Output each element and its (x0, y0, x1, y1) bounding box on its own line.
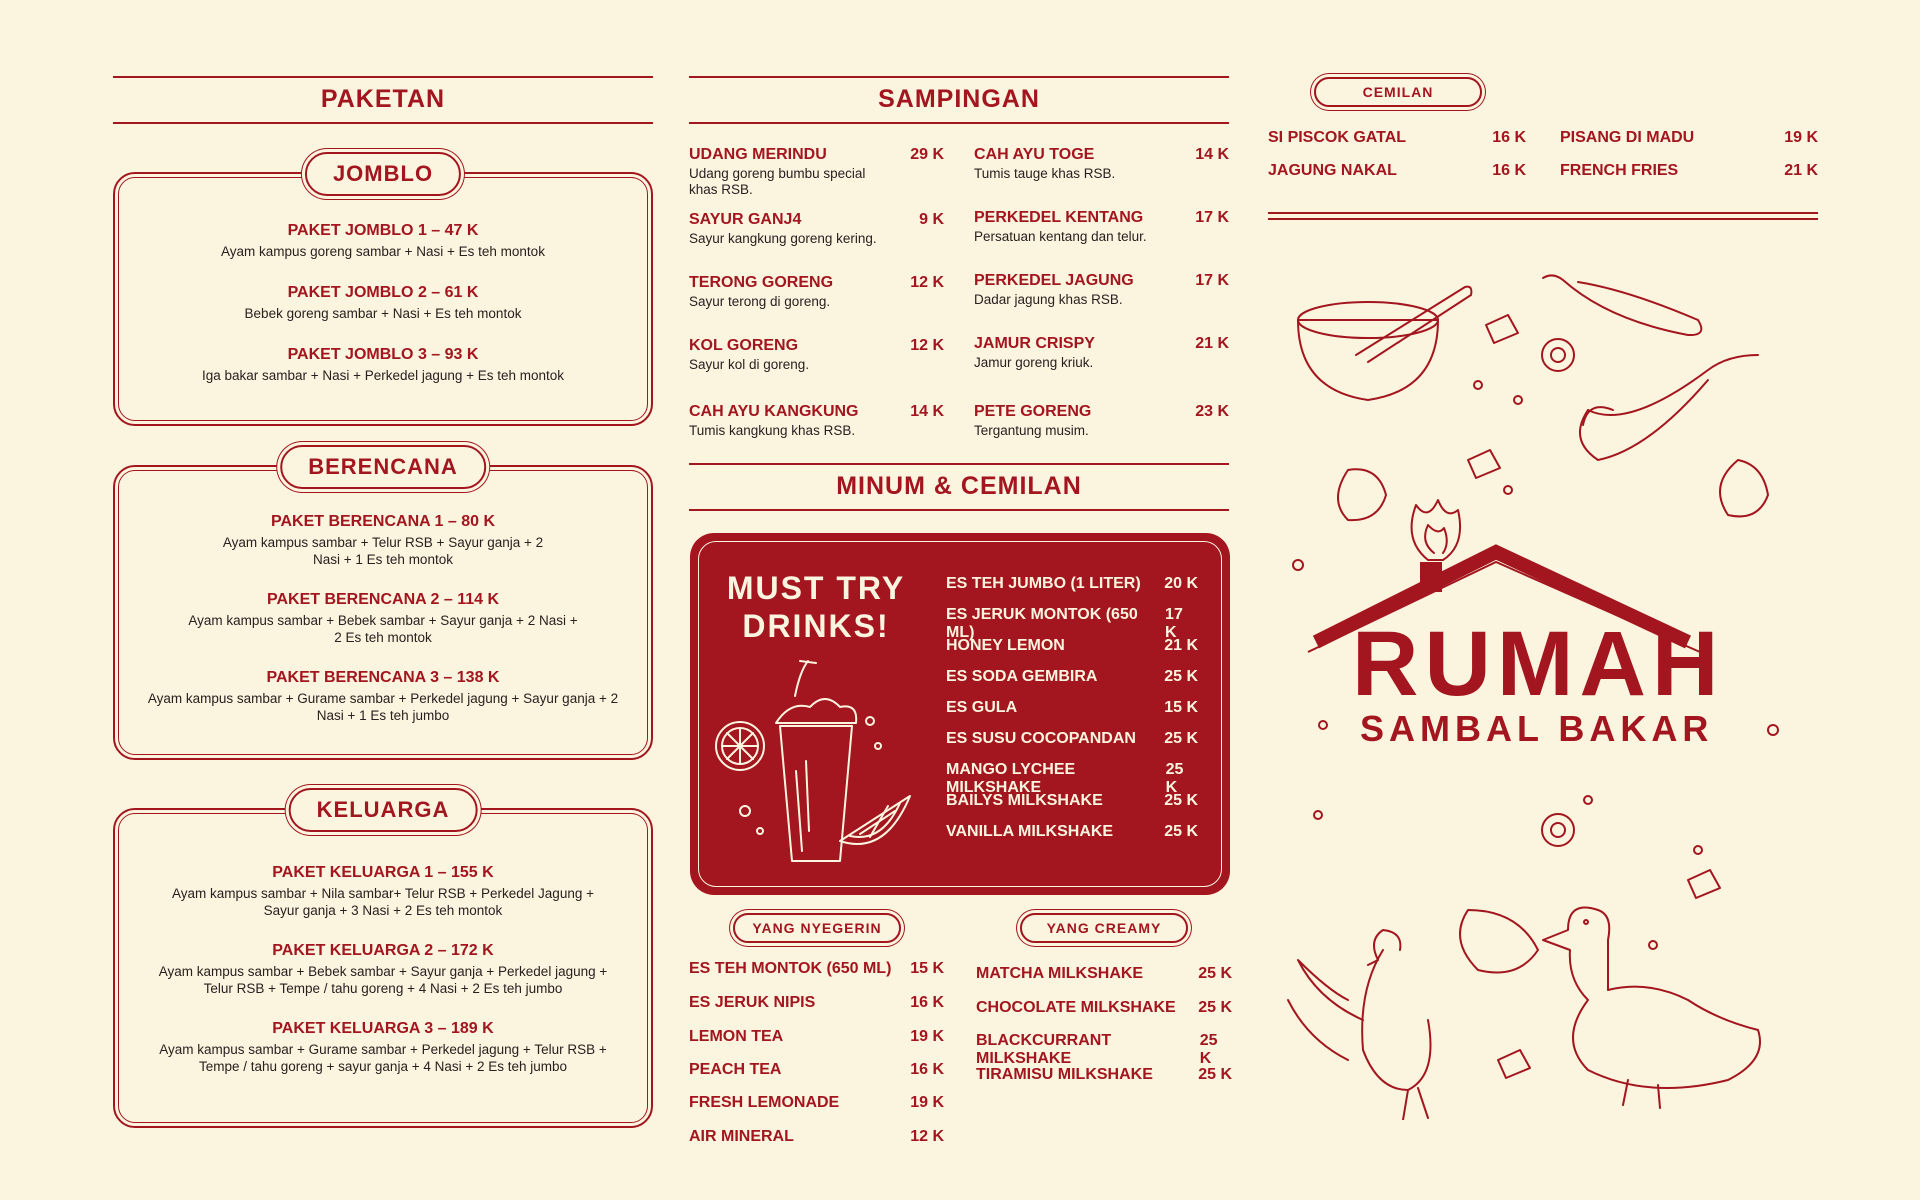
side-item (974, 272, 1229, 308)
drink-row: BAILYS MILKSHAKE 25 K (946, 792, 1198, 809)
paket-box-keluarga (113, 797, 653, 1128)
item-desc: Dadar jagung khas RSB. (974, 292, 1123, 307)
item-price: 17 K (1195, 272, 1229, 289)
price-row: PEACH TEA 16 K (689, 1061, 944, 1078)
featured-drinks-list (946, 575, 1198, 854)
price-row: JAGUNG NAKAL 16 K (1268, 162, 1526, 179)
item-desc: Tergantung musim. (974, 423, 1089, 438)
paket-desc: Ayam kampus sambar + Telur RSB + Sayur ganja + 2 Nasi + 1 Es teh montok (222, 535, 544, 567)
paket-desc: Iga bakar sambar + Nasi + Perkedel jagung + Es teh montok (201, 368, 565, 383)
pill-keluarga: KELUARGA (289, 788, 478, 832)
paket-box-berencana (113, 454, 653, 760)
cemilan-divider (1268, 212, 1818, 220)
item-price: 12 K (910, 337, 944, 354)
paket-desc: Ayam kampus sambar + Gurame sambar + Perkedel jagung + Sayur ganja + 2 Nasi + 1 Es teh jumbo (147, 691, 619, 723)
drink-illustration-icon (710, 651, 930, 881)
item-desc: Sayur terong di goreng. (689, 294, 831, 309)
side-item (974, 335, 1229, 371)
paket-title: PAKET KELUARGA 1 – 155 K (272, 864, 494, 881)
logo-title: RUMAH (1352, 613, 1725, 715)
paket-item (115, 513, 651, 568)
item-name: PERKEDEL JAGUNG (974, 272, 1134, 289)
paket-item (115, 1020, 651, 1075)
pill-nyegerin: YANG NYEGERIN (733, 913, 901, 943)
side-item (689, 403, 944, 439)
drink-row: ES JERUK MONTOK (650 ML) 17 K (946, 606, 1183, 641)
drink-row: MANGO LYCHEE MILKSHAKE 25 K (946, 761, 1184, 796)
paket-desc: Ayam kampus sambar + Bebek sambar + Sayur ganja + Perkedel jagung + Telur RSB + Tempe / tahu goreng + 4 Nasi + 2 Es teh jumbo (158, 964, 608, 996)
side-item (689, 337, 944, 373)
minum-heading: MINUM & CEMILAN (689, 463, 1229, 511)
paket-title: PAKET JOMBLO 2 – 61 K (287, 284, 479, 301)
paket-title: PAKET BERENCANA 2 – 114 K (266, 591, 500, 608)
price-row: CHOCOLATE MILKSHAKE 25 K (976, 999, 1232, 1016)
paket-item (115, 864, 651, 919)
item-desc: Tumis tauge khas RSB. (974, 166, 1116, 181)
side-item (689, 274, 944, 310)
item-desc: Sayur kangkung goreng kering. (689, 231, 877, 246)
drink-row: HONEY LEMON 21 K (946, 637, 1198, 654)
item-name: CAH AYU KANGKUNG (689, 403, 859, 420)
item-name: CAH AYU TOGE (974, 146, 1095, 163)
item-name: JAMUR CRISPY (974, 335, 1095, 352)
price-row: FRENCH FRIES 21 K (1560, 162, 1818, 179)
item-name: SAYUR GANJ4 (689, 211, 802, 228)
logo-subtitle: SAMBAL BAKAR (1360, 708, 1714, 749)
item-price: 12 K (910, 274, 944, 291)
item-desc: Sayur kol di goreng. (689, 357, 810, 372)
paket-item (115, 942, 651, 997)
price-row: FRESH LEMONADE 19 K (689, 1094, 944, 1111)
item-name: UDANG MERINDU (689, 146, 827, 163)
price-row: AIR MINERAL 12 K (689, 1128, 944, 1145)
paket-item (115, 222, 651, 260)
item-price: 29 K (910, 146, 944, 163)
item-desc: Persatuan kentang dan telur. (974, 229, 1147, 244)
item-name: PERKEDEL KENTANG (974, 209, 1144, 226)
paket-desc: Ayam kampus goreng sambar + Nasi + Es teh montok (221, 244, 545, 259)
price-row: ES JERUK NIPIS 16 K (689, 994, 944, 1011)
price-row: PISANG DI MADU 19 K (1560, 129, 1818, 146)
drink-row: ES SUSU COCOPANDAN 25 K (946, 730, 1198, 747)
side-item (689, 146, 944, 198)
sampingan-heading: SAMPINGAN (689, 76, 1229, 124)
must-try-title: MUST TRY DRINKS! (726, 570, 906, 644)
pill-jomblo: JOMBLO (305, 152, 461, 196)
item-price: 17 K (1195, 209, 1229, 226)
side-item (974, 209, 1229, 245)
paket-desc: Ayam kampus sambar + Bebek sambar + Sayur ganja + 2 Nasi + 2 Es teh montok (188, 613, 578, 645)
paket-title: PAKET JOMBLO 1 – 47 K (287, 222, 479, 239)
item-price: 21 K (1195, 335, 1229, 352)
pill-creamy: YANG CREAMY (1020, 913, 1188, 943)
side-item (974, 403, 1229, 439)
price-row: SI PISCOK GATAL 16 K (1268, 129, 1526, 146)
price-row: ES TEH MONTOK (650 ML) 15 K (689, 960, 944, 977)
drink-row: ES TEH JUMBO (1 LITER) 20 K (946, 575, 1198, 592)
price-row: BLACKCURRANT MILKSHAKE 25 K (976, 1032, 1218, 1067)
paket-item (115, 669, 651, 724)
item-desc: Udang goreng bumbu special khas RSB. (689, 166, 866, 197)
paket-title: PAKET BERENCANA 3 – 138 K (266, 669, 500, 686)
paket-title: PAKET JOMBLO 3 – 93 K (287, 346, 479, 363)
item-price: 23 K (1195, 403, 1229, 420)
paket-title: PAKET BERENCANA 1 – 80 K (270, 513, 496, 530)
drink-row: VANILLA MILKSHAKE 25 K (946, 823, 1198, 840)
drink-row: ES GULA 15 K (946, 699, 1198, 716)
price-row: LEMON TEA 19 K (689, 1028, 944, 1045)
paket-title: PAKET KELUARGA 2 – 172 K (272, 942, 494, 959)
paket-item (115, 284, 651, 322)
drink-row: ES SODA GEMBIRA 25 K (946, 668, 1198, 685)
paket-item (115, 591, 651, 646)
item-price: 14 K (910, 403, 944, 420)
price-row: MATCHA MILKSHAKE 25 K (976, 965, 1232, 982)
paket-desc: Ayam kampus sambar + Nila sambar+ Telur RSB + Perkedel Jagung + Sayur ganja + 3 Nasi + 2 Es teh montok (172, 886, 594, 918)
item-desc: Tumis kangkung khas RSB. (689, 423, 856, 438)
paket-desc: Ayam kampus sambar + Gurame sambar + Perkedel jagung + Telur RSB + Tempe / tahu goreng + sayur ganja + 4 Nasi + 2 Es teh jumbo (159, 1042, 607, 1074)
paket-box-jomblo (113, 161, 653, 426)
paketan-heading: PAKETAN (113, 76, 653, 124)
side-item (974, 146, 1229, 182)
price-row: TIRAMISU MILKSHAKE 25 K (976, 1066, 1232, 1083)
pill-berencana: BERENCANA (280, 445, 486, 489)
pill-cemilan: CEMILAN (1314, 77, 1482, 107)
item-price: 14 K (1195, 146, 1229, 163)
item-name: KOL GORENG (689, 337, 799, 354)
item-name: PETE GORENG (974, 403, 1092, 420)
side-item (689, 211, 944, 247)
paket-title: PAKET KELUARGA 3 – 189 K (272, 1020, 494, 1037)
must-try-box (690, 533, 1230, 895)
paket-item (115, 346, 651, 384)
item-desc: Jamur goreng kriuk. (974, 355, 1094, 370)
item-price: 9 K (919, 211, 944, 228)
item-name: TERONG GORENG (689, 274, 834, 291)
paket-desc: Bebek goreng sambar + Nasi + Es teh montok (244, 306, 522, 321)
